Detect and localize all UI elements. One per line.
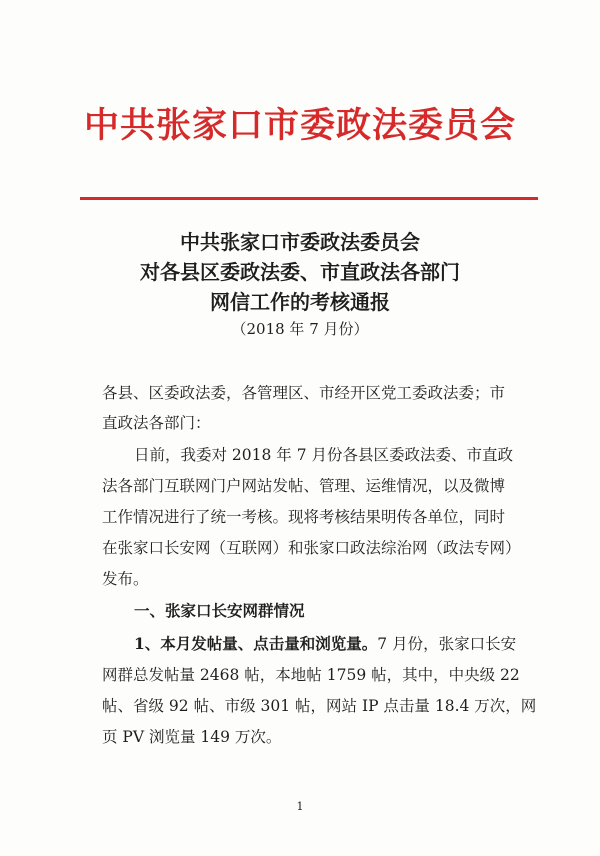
document-title-line-2: 对各县区委政法委、市直政法各部门 (140, 260, 460, 284)
page-number: 1 (296, 800, 304, 813)
masthead-title: 中共张家口市委政法委员会 (83, 105, 516, 146)
paragraph-2-line-1 (134, 633, 524, 655)
addressee-line-1: 各县、区委政法委，各管理区、市经开区党工委政法委；市 (102, 384, 506, 402)
document-date: （2018 年 7 月份） (231, 320, 369, 338)
paragraph-2-lead: 1、本月发帖量、点击量和浏览量。 (134, 634, 378, 653)
document-title-line-3: 网信工作的考核通报 (210, 290, 390, 314)
paragraph-1-line-3: 工作情况进行了统一考核。现将考核结果明传各单位，同时 (102, 508, 506, 526)
addressee-line-2: 直政法各部门： (102, 414, 211, 432)
paragraph-1-line-5: 发布。 (102, 570, 149, 588)
section-heading-1: 一、张家口长安网群情况 (134, 601, 305, 620)
paragraph-2-line-2: 网群总发帖量 2468 帖，本地帖 1759 帖，其中，中央级 22 (102, 666, 520, 684)
paragraph-1-line-4: 在张家口长安网（互联网）和张家口政法综治网（政法专网） (102, 539, 521, 557)
paragraph-1-line-2: 法各部门互联网门户网站发帖、管理、运维情况，以及微博 (102, 477, 506, 495)
paragraph-2-line-3: 帖、省级 92 帖、市级 301 帖，网站 IP 点击量 18.4 万次，网 (102, 697, 537, 715)
paragraph-1-line-1: 日前，我委对 2018 年 7 月份各县区委政法委、市直政 (134, 446, 514, 464)
red-divider-line (80, 197, 538, 200)
document-title-line-1: 中共张家口市委政法委员会 (180, 230, 420, 254)
paragraph-2-line-4: 页 PV 浏览量 149 万次。 (102, 728, 282, 746)
paragraph-2-line-1-rest: 7 月份，张家口长安 (377, 635, 517, 653)
